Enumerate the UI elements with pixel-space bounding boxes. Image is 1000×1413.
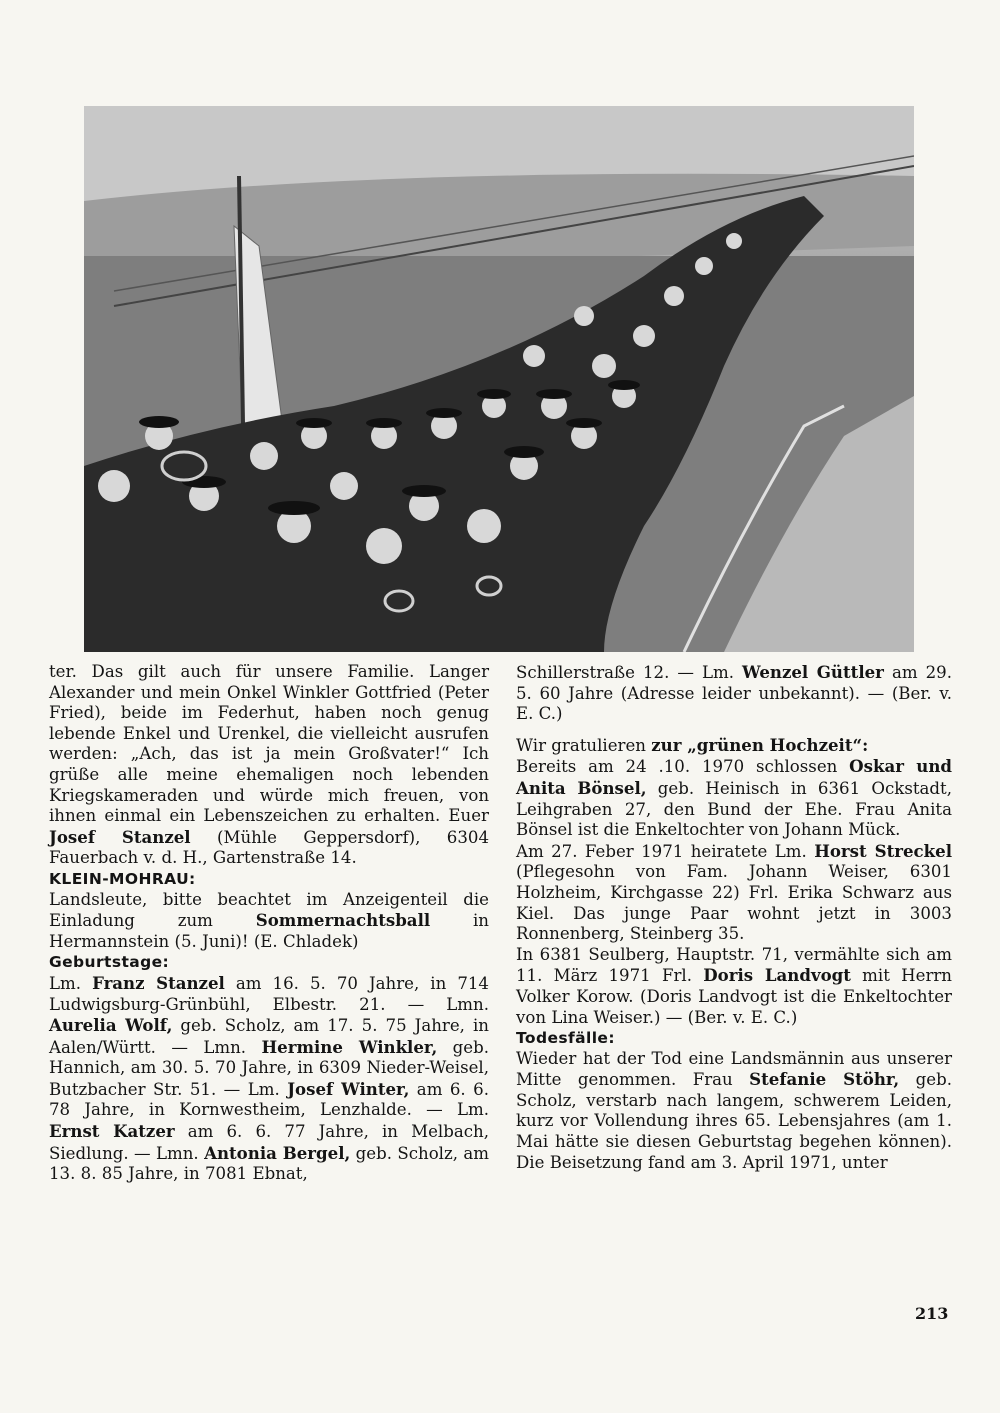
bold-name-run: Josef Stanzel — [49, 826, 191, 847]
text-run: am 6. 6. 78 Jahre, in Kornwestheim, Lenzhalde. — Lm. — [49, 1079, 489, 1120]
bold-name-run: Ernst Katzer — [49, 1121, 175, 1142]
text-run: geb. Scholz, verstarb nach langem, schwerem Leiden, kurz vor Vollendung ihres 65. Lebensjahres (am 1. Mai hätte sie diesen Geburtstag begehen können). Die Beisetzung fand am 3. April 1971, unter — [516, 1070, 952, 1172]
page-number: 213 — [915, 1304, 949, 1323]
text-run: am 16. 5. 70 Jahre, in 714 Ludwigsburg-Grünbühl, Elbestr. 21. — Lmn. — [49, 973, 489, 1014]
bold-name-run: Doris Landvogt — [703, 965, 851, 986]
text-run: geb. Scholz, am 17. 5. 75 Jahre, in Aalen/Württ. — Lmn. — [49, 1016, 489, 1057]
text-run: in Hermannstein (5. Juni)! (E. Chladek) — [49, 911, 489, 951]
text-run: geb. Scholz, am 13. 8. 85 Jahre, in 7081 Ebnat, — [49, 1143, 489, 1184]
bold-name-run: Horst Streckel — [814, 840, 952, 861]
text-run: In 6381 Seulberg, Hauptstr. 71, vermählte sich am 11. März 1971 Frl. — [516, 944, 952, 986]
right-column — [516, 662, 952, 1173]
text-run: geb. Heinisch in 6361 Ockstadt, Leihgraben 27, den Bund der Ehe. Frau Anita Bönsel ist die Enkeltochter von Johann Mück. — [516, 778, 952, 840]
bold-name-run: zur „grünen Hochzeit“: — [651, 734, 869, 755]
bold-name-run: Franz Stanzel — [92, 972, 225, 993]
bold-name-run: Wenzel Güttler — [742, 662, 884, 682]
heading-todesfaelle: Todesfälle: — [516, 1029, 615, 1048]
heading-klein-mohrau: KLEIN-MOHRAU: — [49, 869, 196, 888]
paragraph-kriegskameraden — [49, 662, 489, 869]
text-run: Landsleute, bitte beachtet im Anzeigenteil die Einladung zum — [49, 889, 489, 931]
paragraph-landvogt-wedding — [516, 945, 952, 1028]
paragraph-birthdays-continued — [516, 662, 952, 725]
procession-photo — [84, 106, 914, 652]
text-run: (Mühle Geppersdorf), 6304 Fauerbach v. d. H., Gartenstraße 14. — [49, 827, 490, 868]
paragraph-streckel-wedding — [516, 841, 952, 945]
text-run: Wir gratulieren — [516, 735, 652, 755]
text-run: Bereits am 24 .10. 1970 schlossen — [516, 757, 850, 777]
text-run: geb. Hannich, am 30. 5. 70 Jahre, in 6309 Nieder-Weisel, Butzbacher Str. 51. — Lm. — [49, 1037, 489, 1099]
paragraph-boensel-wedding — [516, 756, 952, 840]
text-run: Am 27. Feber 1971 heiratete Lm. — [516, 841, 815, 861]
heading-geburtstage: Geburtstage: — [49, 953, 170, 972]
text-run: mit Herrn Volker Korow. (Doris Landvogt ist die Enkeltochter von Lina Weiser.) — (Ber. v. E. C.) — [516, 966, 952, 1027]
procession-photo-icon — [84, 106, 914, 652]
bold-name-run: Josef Winter, — [287, 1078, 410, 1099]
text-run: Lm. — [49, 973, 93, 993]
left-column — [49, 662, 489, 1185]
text-run: (Pflegesohn von Fam. Johann Weiser, 6301 Holzheim, Kirchgasse 22) Frl. Erika Schwarz aus Kiel. Das junge Paar wohnt jetzt in 3003 Ronnenberg, Steinberg 35. — [516, 862, 952, 944]
bold-name-run: Antonia Bergel, — [204, 1142, 351, 1163]
paragraph-birthdays — [49, 973, 489, 1185]
text-run: am 6. 6. 77 Jahre, in Melbach, Siedlung. — Lmn. — [49, 1122, 489, 1163]
paragraph-gruene-hochzeit-intro — [516, 735, 952, 757]
paragraph-sommernachtsball — [49, 890, 489, 953]
text-run: ter. Das gilt auch für unsere Familie. Langer Alexander und mein Onkel Winkler Gottfried (Peter Fried), beide im Federhut, haben noch genug lebende Enkel und Urenkel, die vielleicht ausrufen werden: „Ach, das ist ja mein Großvater!“ Ich grüße alle meine ehemaligen noch lebenden Kriegskameraden und würde mich freuen, von ihnen einmal ein Lebenszeichen zu erhalten. Euer — [49, 662, 489, 826]
text-run: am 29. 5. 60 Jahre (Adresse leider unbekannt). — (Ber. v. E. C.) — [516, 663, 952, 724]
text-run: Schillerstraße 12. — Lm. — [516, 663, 743, 682]
bold-name-run: Aurelia Wolf, — [49, 1015, 173, 1036]
bold-name-run: Stefanie Stöhr, — [749, 1069, 900, 1090]
paragraph-stoehr-obituary — [516, 1049, 952, 1174]
bold-name-run: Hermine Winkler, — [261, 1036, 438, 1057]
bold-name-run: Sommernachtsball — [255, 910, 431, 931]
bold-name-run: Oskar und Anita Bönsel, — [516, 756, 952, 798]
text-run: Wieder hat der Tod eine Landsmännin aus unserer Mitte genommen. Frau — [516, 1048, 952, 1090]
